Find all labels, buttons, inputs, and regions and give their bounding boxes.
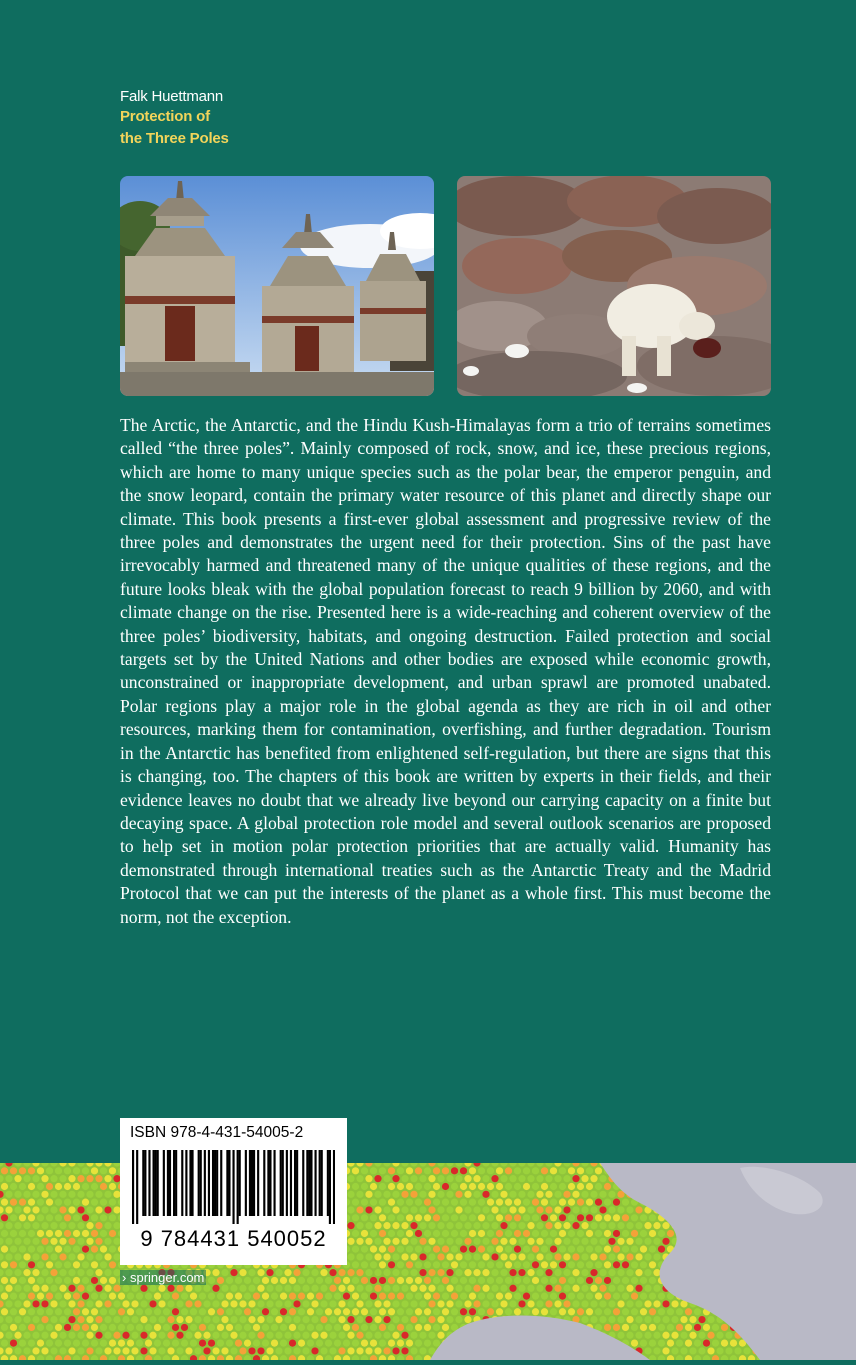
walrus-polar-bear-photo [457,176,771,396]
temple-photo [120,176,434,396]
isbn-barcode-box [120,1118,347,1265]
title-line-1: Protection of [120,108,210,125]
isbn-digits: 9 784431 540052 [140,1226,327,1251]
back-cover-blurb: The Arctic, the Antarctic, and the Hindu Kush-Himalayas form a trio of terrains sometimes called “the three poles”. Mainly composed of rock, snow, and ice, these precious regions, which are home to many unique species such as the polar bear, the emperor penguin, and the snow leopard, contain the primary water resource of this planet and directly shape our climate. This book presents a first-ever global assessment and progressive review of the three poles and demonstrates the urgent need for their protection. Sins of the past have irrevocably harmed and threatened many of the unique qualities of these regions, and the future looks bleak with the global population forecast to reach 9 billion by 2060, and with climate change on the rise. Presented here is a wide-reaching and coherent overview of the three poles’ biodiversity, habitats, and ongoing destruction. Failed protection and social targets set by the United Nations and other bodies are exposed while economic growth, unconstrained or inappropriate development, and urban sprawl are promoted unabated. Polar regions play a major role in the global agenda as they are rich in oil and other resources, marking them for contamination, overfishing, and further degradation. Tourism in the Antarctic has benefited from enlightened self-regulation, but there are signs that this is changing, too. The chapters of this book are written by experts in their fields, and their evidence leaves no doubt that we already live beyond our carrying capacity on a finite but decaying space. A global protection role model and several outlook scenarios are proposed to help set in motion polar protection priorities that are actually valid. Humanity has demonstrated through international treaties such as the Antarctic Treaty and the Madrid Protocol that we can put the interests of the planet as a whole first. This must become the norm, not the exception. [120,415,771,927]
chevron-right-icon: › [122,1270,127,1285]
author-name: Falk Huettmann [120,88,224,105]
publisher-link[interactable] [120,1270,206,1285]
barcode-icon [132,1150,335,1224]
title-line-2: the Three Poles [120,130,229,147]
publisher-url: springer.com [129,1270,205,1285]
isbn-label: ISBN 978-4-431-54005-2 [130,1124,304,1141]
book-title [120,86,229,150]
